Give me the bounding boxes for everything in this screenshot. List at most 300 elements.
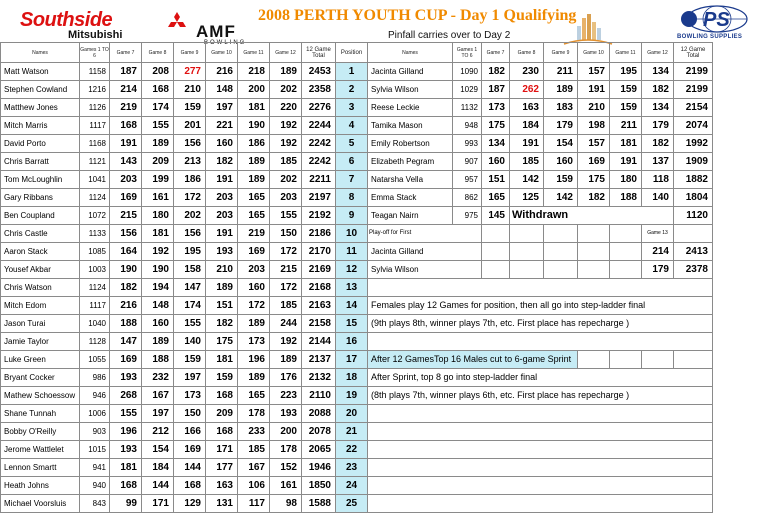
game-score: 185	[238, 441, 270, 459]
game-score: 195	[174, 243, 206, 261]
game-score: 193	[206, 243, 238, 261]
game-score: 214	[642, 243, 674, 261]
col-game9: Game 9	[174, 43, 206, 63]
total-score: 2163	[302, 297, 336, 315]
empty-cell	[482, 261, 510, 279]
empty-cell	[544, 243, 578, 261]
page-header	[0, 0, 782, 46]
total-score: 1588	[302, 495, 336, 513]
game-score: 181	[610, 135, 642, 153]
game-score: 203	[270, 189, 302, 207]
game-score: 158	[174, 261, 206, 279]
player-name: Emma Stack	[368, 189, 453, 207]
games-1to6-score: 862	[453, 189, 482, 207]
position-number: 4	[336, 117, 368, 135]
game-score: 178	[238, 405, 270, 423]
empty-cell	[368, 405, 713, 423]
game-score: 169	[174, 441, 206, 459]
table-row	[1, 189, 713, 207]
games-1to6-score: 1126	[80, 99, 110, 117]
total-score: 2074	[674, 117, 713, 135]
game-score: 233	[238, 423, 270, 441]
rules-note: (9th plays 8th, winner plays 7th, etc. First place has repecharge )	[368, 315, 713, 333]
amf-text: AMF	[196, 22, 236, 41]
game-score: 193	[110, 369, 142, 387]
ops-bowling-supplies-logo	[675, 4, 760, 42]
game-score: 144	[174, 459, 206, 477]
total-score: 2242	[302, 135, 336, 153]
total-score: 2378	[674, 261, 713, 279]
game-score: 197	[206, 99, 238, 117]
games-1to6-score: 957	[453, 171, 482, 189]
game-score: 171	[142, 495, 174, 513]
game-score: 98	[270, 495, 302, 513]
game-score: 262	[510, 81, 544, 99]
game-score: 167	[238, 459, 270, 477]
game-score: 182	[206, 315, 238, 333]
amf-sub-text: BOWLING	[204, 40, 247, 46]
game-score: 232	[142, 369, 174, 387]
col-game11-f: Game 11	[610, 43, 642, 63]
game-score: 191	[610, 153, 642, 171]
game-score: 165	[238, 207, 270, 225]
game-score: 189	[544, 81, 578, 99]
position-number: 2	[336, 81, 368, 99]
game-score: 196	[110, 423, 142, 441]
game-score: 155	[270, 207, 302, 225]
game-score: 165	[238, 387, 270, 405]
games-1to6-score: 1124	[80, 189, 110, 207]
games-1to6-score: 1117	[80, 297, 110, 315]
player-name: David Porto	[1, 135, 80, 153]
position-number: 14	[336, 297, 368, 315]
col-game7: Game 7	[110, 43, 142, 63]
game-score: 172	[270, 243, 302, 261]
game-score: 192	[270, 135, 302, 153]
game-score: 159	[610, 81, 642, 99]
results-table	[0, 42, 713, 513]
game-score: 188	[142, 351, 174, 369]
table-row	[1, 279, 713, 297]
game-score: 177	[206, 459, 238, 477]
game-score: 179	[642, 117, 674, 135]
player-name: Mathew Schoessow	[1, 387, 80, 405]
game-score: 189	[270, 351, 302, 369]
game-score: 203	[206, 207, 238, 225]
game-score: 134	[482, 135, 510, 153]
game-score: 203	[206, 189, 238, 207]
game-score: 208	[142, 63, 174, 81]
game-score: 190	[142, 261, 174, 279]
position-number: 13	[336, 279, 368, 297]
table-row	[1, 261, 713, 279]
game-score: 189	[206, 279, 238, 297]
game-score: 150	[270, 225, 302, 243]
game-score: 173	[174, 387, 206, 405]
table-row	[1, 117, 713, 135]
game-score: 176	[270, 369, 302, 387]
game-score: 168	[110, 117, 142, 135]
position-number: 23	[336, 459, 368, 477]
empty-cell	[610, 243, 642, 261]
position-number: 9	[336, 207, 368, 225]
game-score: 189	[238, 171, 270, 189]
game-score: 168	[206, 423, 238, 441]
game-score: 173	[482, 99, 510, 117]
empty-cell	[368, 459, 713, 477]
game-score: 182	[642, 135, 674, 153]
game-score: 209	[206, 405, 238, 423]
game-score: 106	[238, 477, 270, 495]
player-name: Heath Johns	[1, 477, 80, 495]
game-score: 189	[270, 63, 302, 81]
game-score: 168	[142, 81, 174, 99]
game-score: 179	[642, 261, 674, 279]
table-row	[1, 369, 713, 387]
game-score: 175	[578, 171, 610, 189]
player-name: Luke Green	[1, 351, 80, 369]
game-score: 197	[174, 369, 206, 387]
empty-cell	[510, 261, 544, 279]
game-score: 182	[206, 153, 238, 171]
player-name: Yousef Akbar	[1, 261, 80, 279]
position-number: 25	[336, 495, 368, 513]
rules-note: Females play 12 Games for position, then all go into step-ladder final	[368, 297, 713, 315]
game-score: 178	[270, 441, 302, 459]
game-score: 155	[142, 117, 174, 135]
position-number: 24	[336, 477, 368, 495]
game-score: 156	[174, 135, 206, 153]
empty-cell	[578, 243, 610, 261]
game-score: 185	[270, 297, 302, 315]
game-score: 125	[510, 189, 544, 207]
total-score: 1120	[674, 207, 713, 225]
total-score: 2453	[302, 63, 336, 81]
total-score: 2088	[302, 405, 336, 423]
game-score: 151	[206, 297, 238, 315]
rules-note: (8th plays 7th, winner plays 6th, etc. First place has repecharge )	[368, 387, 713, 405]
player-name: Jerome Wattlelet	[1, 441, 80, 459]
game-score: 175	[206, 333, 238, 351]
game-score: 200	[238, 81, 270, 99]
game-score: 160	[482, 153, 510, 171]
empty-cell	[482, 225, 510, 243]
game-score: 218	[238, 63, 270, 81]
total-score: 2242	[302, 153, 336, 171]
game-score: 191	[110, 135, 142, 153]
player-name: Lennon Smartt	[1, 459, 80, 477]
game-score: 179	[544, 117, 578, 135]
game-score: 195	[610, 63, 642, 81]
playoff-label: Play-off for First	[368, 225, 482, 243]
game-score: 152	[270, 459, 302, 477]
game-score: 209	[142, 153, 174, 171]
col-total-f: 12 Game Total	[674, 43, 713, 63]
game-score: 196	[238, 351, 270, 369]
game-score: 216	[110, 297, 142, 315]
player-name: Michael Voorsluis	[1, 495, 80, 513]
game-score: 185	[510, 153, 544, 171]
col-games-1to6: Games 1 TO 6	[80, 43, 110, 63]
player-name: Jacinta Gilland	[368, 63, 453, 81]
position-number: 3	[336, 99, 368, 117]
total-score: 2169	[302, 261, 336, 279]
game-score: 147	[174, 279, 206, 297]
position-number: 17	[336, 351, 368, 369]
game-score: 203	[238, 261, 270, 279]
player-name: Teagan Nairn	[368, 207, 453, 225]
player-name: Chris Barratt	[1, 153, 80, 171]
game-score: 154	[142, 441, 174, 459]
table-row	[1, 81, 713, 99]
game-score: 156	[174, 225, 206, 243]
games-1to6-score: 1132	[453, 99, 482, 117]
games-1to6-score: 1029	[453, 81, 482, 99]
col-game8: Game 8	[142, 43, 174, 63]
position-number: 18	[336, 369, 368, 387]
game-score: 140	[642, 189, 674, 207]
game-score: 150	[174, 405, 206, 423]
svg-text:PS: PS	[703, 9, 730, 31]
game-score: 185	[270, 153, 302, 171]
games-1to6-score: 1040	[80, 315, 110, 333]
col-position: Position	[336, 43, 368, 63]
col-total: 12 Game Total	[302, 43, 336, 63]
empty-cell	[510, 225, 544, 243]
game-score: 166	[174, 423, 206, 441]
games-1to6-score: 1072	[80, 207, 110, 225]
total-score: 2144	[302, 333, 336, 351]
total-score: 2199	[674, 63, 713, 81]
game-score: 184	[510, 117, 544, 135]
player-name: Ben Coupland	[1, 207, 80, 225]
col-game9-f: Game 9	[544, 43, 578, 63]
game-score: 148	[142, 297, 174, 315]
game-score: 134	[642, 99, 674, 117]
game-score: 142	[510, 171, 544, 189]
games-1to6-score: 993	[453, 135, 482, 153]
game-score: 244	[270, 315, 302, 333]
player-name: Jacinta Gilland	[368, 243, 482, 261]
empty-cell	[610, 351, 642, 369]
col-game10: Game 10	[206, 43, 238, 63]
player-name: Chris Watson	[1, 279, 80, 297]
empty-cell	[674, 225, 713, 243]
empty-cell	[578, 225, 610, 243]
game-score: 165	[238, 189, 270, 207]
table-row	[1, 207, 713, 225]
player-name: Gary Ribbans	[1, 189, 80, 207]
game-score: 168	[206, 387, 238, 405]
game-score: 191	[206, 225, 238, 243]
games-1to6-score: 1133	[80, 225, 110, 243]
game-score: 191	[578, 81, 610, 99]
game-score: 147	[110, 333, 142, 351]
game-score: 131	[206, 495, 238, 513]
game-score: 268	[110, 387, 142, 405]
mitsubishi-diamonds-icon	[166, 12, 188, 32]
games-1to6-score: 1158	[80, 63, 110, 81]
game-score: 193	[110, 441, 142, 459]
playoff-game-label: Game 13	[642, 225, 674, 243]
position-number: 10	[336, 225, 368, 243]
game-score: 174	[142, 99, 174, 117]
player-name: Sylvia Wilson	[368, 81, 453, 99]
player-name: Matthew Jones	[1, 99, 80, 117]
game-score: 182	[642, 81, 674, 99]
position-number: 19	[336, 387, 368, 405]
games-1to6-score: 903	[80, 423, 110, 441]
logo-brand-text: Southside	[20, 9, 113, 31]
total-score: 1882	[674, 171, 713, 189]
total-score: 2211	[302, 171, 336, 189]
player-name: Matt Watson	[1, 63, 80, 81]
game-score: 172	[174, 189, 206, 207]
game-score: 190	[110, 261, 142, 279]
player-name: Stephen Cowland	[1, 81, 80, 99]
position-number: 15	[336, 315, 368, 333]
game-score: 199	[142, 171, 174, 189]
game-score: 137	[642, 153, 674, 171]
games-1to6-score: 1090	[453, 63, 482, 81]
table-row	[1, 153, 713, 171]
empty-cell	[368, 279, 713, 297]
game-score: 183	[544, 99, 578, 117]
game-score: 117	[238, 495, 270, 513]
game-score: 172	[270, 279, 302, 297]
game-score: 191	[206, 171, 238, 189]
empty-cell	[368, 441, 713, 459]
empty-cell	[642, 351, 674, 369]
game-score: 159	[174, 99, 206, 117]
table-row	[1, 495, 713, 513]
table-row	[1, 225, 713, 243]
games-1to6-score: 1128	[80, 333, 110, 351]
game-score: 159	[174, 351, 206, 369]
total-score: 2078	[302, 423, 336, 441]
game-score: 191	[510, 135, 544, 153]
game-score: 160	[206, 135, 238, 153]
game-score: 163	[510, 99, 544, 117]
table-row	[1, 423, 713, 441]
game-score: 159	[206, 369, 238, 387]
table-row	[1, 351, 713, 369]
col-names-f: Names	[368, 43, 453, 63]
col-game11: Game 11	[238, 43, 270, 63]
game-score: 156	[110, 225, 142, 243]
table-row	[1, 441, 713, 459]
game-score: 189	[238, 315, 270, 333]
total-score: 1804	[674, 189, 713, 207]
position-number: 5	[336, 135, 368, 153]
carry-over-note: Pinfall carries over to Day 2	[388, 30, 511, 41]
games-1to6-score: 948	[453, 117, 482, 135]
game-score: 160	[142, 315, 174, 333]
game-score: 202	[174, 207, 206, 225]
col-game12: Game 12	[270, 43, 302, 63]
games-1to6-score: 1085	[80, 243, 110, 261]
game-score: 220	[270, 99, 302, 117]
game-score: 193	[270, 405, 302, 423]
position-number: 11	[336, 243, 368, 261]
total-score: 1909	[674, 153, 713, 171]
total-score: 2186	[302, 225, 336, 243]
game-score: 186	[174, 171, 206, 189]
game-score: 210	[578, 99, 610, 117]
game-score: 221	[206, 117, 238, 135]
game-score: 189	[238, 369, 270, 387]
table-row	[1, 63, 713, 81]
col-game8-f: Game 8	[510, 43, 544, 63]
game-score: 188	[610, 189, 642, 207]
position-number: 12	[336, 261, 368, 279]
player-name: Chris Castle	[1, 225, 80, 243]
game-score: 182	[578, 189, 610, 207]
southside-mitsubishi-logo	[20, 10, 198, 40]
total-score: 1946	[302, 459, 336, 477]
game-score: 142	[544, 189, 578, 207]
total-score: 2358	[302, 81, 336, 99]
empty-cell	[578, 261, 610, 279]
game-score: 174	[174, 297, 206, 315]
game-score: 187	[110, 63, 142, 81]
games-1to6-score: 1216	[80, 81, 110, 99]
games-1to6-score: 941	[80, 459, 110, 477]
empty-cell	[610, 261, 642, 279]
game-score: 216	[206, 63, 238, 81]
header-row	[1, 43, 713, 63]
player-name: Reese Leckie	[368, 99, 453, 117]
game-score: 161	[142, 189, 174, 207]
player-name: Sylvia Wilson	[368, 261, 482, 279]
game-score: 180	[610, 171, 642, 189]
game-score: 202	[270, 81, 302, 99]
games-1to6-score: 843	[80, 495, 110, 513]
games-1to6-score: 946	[80, 387, 110, 405]
game-score: 211	[544, 63, 578, 81]
games-1to6-score: 1117	[80, 117, 110, 135]
game-score: 169	[110, 189, 142, 207]
player-name: Natarsha Vella	[368, 171, 453, 189]
total-score: 2244	[302, 117, 336, 135]
games-1to6-score: 907	[453, 153, 482, 171]
game-score: 129	[174, 495, 206, 513]
game-score: 189	[142, 333, 174, 351]
player-name: Emily Robertson	[368, 135, 453, 153]
player-name: Shane Tunnah	[1, 405, 80, 423]
game-score: 190	[238, 117, 270, 135]
withdrawn-label: Withdrawn	[510, 207, 674, 225]
player-name: Mitch Marris	[1, 117, 80, 135]
games-1to6-score: 1006	[80, 405, 110, 423]
table-row	[1, 387, 713, 405]
position-number: 21	[336, 423, 368, 441]
table-row	[1, 135, 713, 153]
game-score: 144	[142, 477, 174, 495]
game-score: 192	[142, 243, 174, 261]
position-number: 7	[336, 171, 368, 189]
game-score: 169	[238, 243, 270, 261]
col-games-1to6-f: Games 1 TO 6	[453, 43, 482, 63]
game-score: 189	[238, 153, 270, 171]
games-1to6-score: 1055	[80, 351, 110, 369]
games-1to6-score: 975	[453, 207, 482, 225]
game-score: 200	[270, 423, 302, 441]
game-score: 159	[544, 171, 578, 189]
game-score: 215	[270, 261, 302, 279]
total-score: 2276	[302, 99, 336, 117]
game-score: 180	[142, 207, 174, 225]
